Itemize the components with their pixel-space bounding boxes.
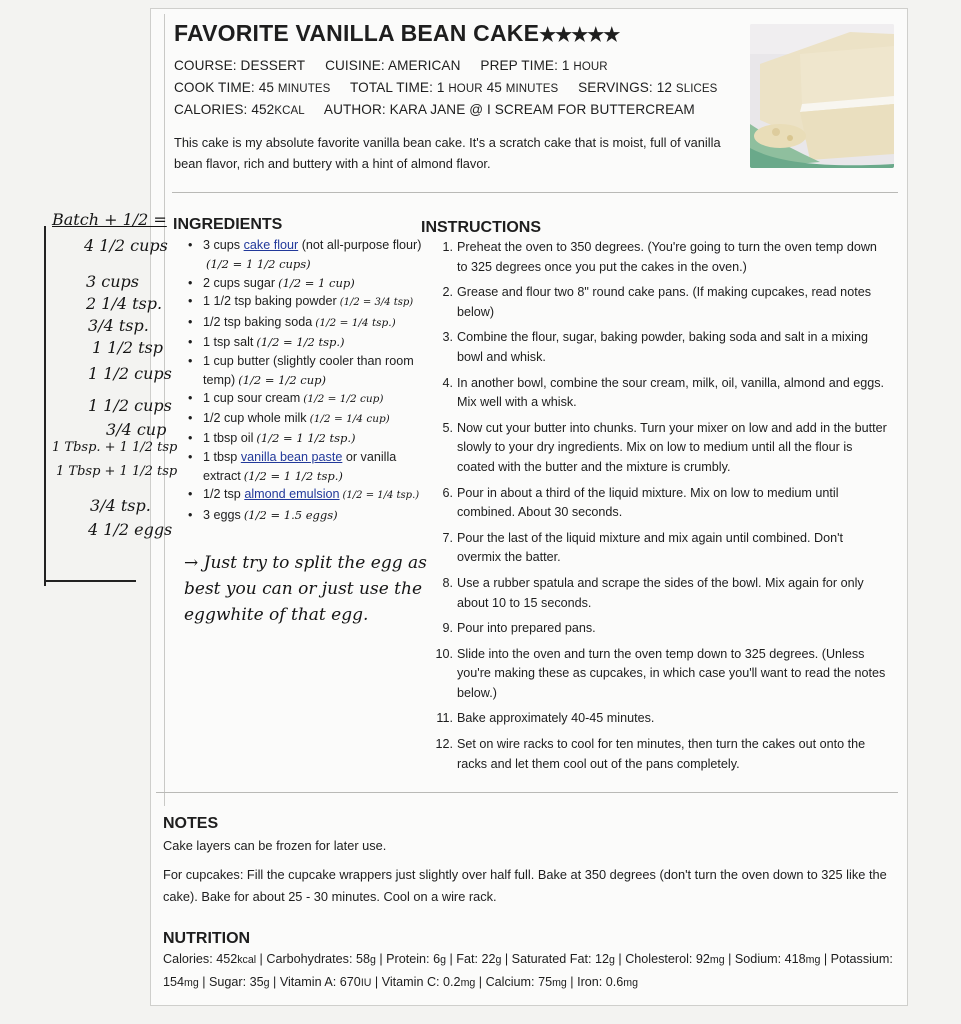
hw-qty-3: 2 1/4 tsp. xyxy=(86,294,163,313)
cake-flour-link[interactable]: cake flour xyxy=(243,238,299,252)
instruction-step: 1. Preheat the oven to 350 degrees. (You're going to turn the oven temp down to 325 degrees once you put the cakes in the oven.) xyxy=(442,240,877,274)
rating-stars[interactable]: ★★★★★ xyxy=(539,25,620,46)
hw-qty-2: 3 cups xyxy=(86,272,139,291)
instruction-step: 6. Pour in about a third of the liquid mixture. Mix on low to medium until combined. About 30 seconds. xyxy=(442,485,839,520)
ingredients-heading: INGREDIENTS xyxy=(173,216,283,233)
divider-top xyxy=(172,192,898,193)
instruction-step: 5. Now cut your butter into chunks. Turn your mixer on low and add in the butter slowly to your dry ingredients. Mix on low to medium until all the flour is coated with the butter and the mixture is crumbly. xyxy=(442,420,887,474)
author-value: KARA JANE @ I SCREAM FOR BUTTERCREAM xyxy=(389,102,695,117)
hw-qty-7: 1 1/2 cups xyxy=(88,396,172,415)
ingredient-item: • 1 cup sour cream (1/2 = 1/2 cup) xyxy=(184,389,424,409)
notes-heading: NOTES xyxy=(163,815,219,832)
hw-qty-10: 1 Tbsp + 1 1/2 tsp xyxy=(56,464,178,479)
ingredients-list xyxy=(184,236,424,525)
ingredient-note: (1/2 = 1/2 tsp.) xyxy=(256,334,345,349)
instruction-step: 12. Set on wire racks to cool for ten minutes, then turn the cakes out onto the racks and let them cool out of the pans completely. xyxy=(435,737,866,771)
ingredient-item: • 3 cups cake flour (not all-purpose flour)(1/2 = 1 1/2 cups) xyxy=(184,236,424,274)
ingredient-item: • 3 eggs (1/2 = 1.5 eggs) xyxy=(184,506,424,525)
hw-qty-11: 3/4 tsp. xyxy=(90,496,151,515)
nutrition-facts: Calories: 452kcal | Carbohydrates: 58g | Protein: 6g | Fat: 22g | Saturated Fat: 12g | Cholesterol: 92mg | Sodium: 418mg | Potassium: 154mg | Sugar: 35g | Vitamin A: 670IU | Vitamin C: 0.2mg | Calcium: 75mg | Iron: 0.6mg xyxy=(163,952,893,989)
vanilla-bean-paste-link[interactable]: vanilla bean paste xyxy=(240,449,343,464)
ingredient-item: • 1/2 cup whole milk (1/2 = 1/4 cup) xyxy=(184,409,424,429)
hw-qty-12: 4 1/2 eggs xyxy=(88,520,173,539)
ingredient-item: • 1 tbsp oil (1/2 = 1 1/2 tsp.) xyxy=(184,429,424,448)
ingredient-note: (1/2 = 1 1/2 cups) xyxy=(206,256,311,271)
meta-row-1: COURSE: DESSERT CUISINE: AMERICAN PREP TIME: 1 HOUR xyxy=(174,58,608,73)
meta-row-2: COOK TIME: 45 MINUTES TOTAL TIME: 1 HOUR 45 MINUTES SERVINGS: 12 SLICES xyxy=(174,80,718,95)
divider-bottom xyxy=(156,792,898,793)
ingredient-note: (1/2 = 1 1/2 tsp.) xyxy=(256,430,356,445)
hw-margin-line xyxy=(44,226,46,586)
instructions-list xyxy=(425,238,887,780)
ingredient-item: • 1 1/2 tsp baking powder (1/2 = 3/4 tsp) xyxy=(184,292,424,313)
ingredient-note: (1/2 = 1 1/2 tsp.) xyxy=(243,468,343,483)
ingredient-note: (1/2 = 1 cup) xyxy=(278,275,355,290)
almond-emulsion-link[interactable]: almond emulsion xyxy=(244,487,340,502)
ingredient-note: (1/2 = 3/4 tsp) xyxy=(339,297,414,309)
hw-qty-6: 1 1/2 cups xyxy=(88,364,172,383)
instruction-step: 7. Pour the last of the liquid mixture and mix again until combined. Don't overmix the batter. xyxy=(442,530,844,565)
meta-row-3: CALORIES: 452KCAL AUTHOR: KARA JANE @ I SCREAM FOR BUTTERCREAM xyxy=(174,102,695,117)
instructions-heading: INSTRUCTIONS xyxy=(421,219,541,236)
hw-batch-header: Batch + 1/2 = xyxy=(52,210,167,229)
hw-qty-4: 3/4 tsp. xyxy=(88,316,149,335)
hw-margin-underline xyxy=(44,580,136,582)
ingredient-note: (1/2 = 1.5 eggs) xyxy=(243,508,338,523)
ingredient-note: (1/2 = 1/4 tsp.) xyxy=(342,490,420,502)
instruction-step: 8. Use a rubber spatula and scrape the sides of the bowl. Mix again for only about 10 to 15 seconds. xyxy=(442,575,864,610)
ingredient-item: • 1 cup butter (slightly cooler than room temp) (1/2 = 1/2 cup) xyxy=(184,352,424,390)
nutrition-heading: NUTRITION xyxy=(163,930,251,947)
hw-qty-8: 3/4 cup xyxy=(106,420,167,439)
instruction-step: 11. Bake approximately 40-45 minutes. xyxy=(436,711,655,726)
ingredient-item: • 1 tsp salt (1/2 = 1/2 tsp.) xyxy=(184,333,424,352)
instruction-step: 3. Combine the flour, sugar, baking powder, baking soda and salt in a mixing bowl and whisk. xyxy=(442,330,868,364)
ingredient-note: (1/2 = 1/2 cup) xyxy=(303,393,384,406)
recipe-title: FAVORITE VANILLA BEAN CAKE★★★★★ xyxy=(174,20,620,46)
hw-egg-note: → Just try to split the egg as best you can or just use the eggwhite of that egg. xyxy=(184,553,427,625)
ingredient-note: (1/2 = 1/4 tsp.) xyxy=(315,317,396,330)
instruction-step: 9. Pour into prepared pans. xyxy=(442,621,596,636)
ingredient-item: • 1/2 tsp almond emulsion (1/2 = 1/4 tsp.) xyxy=(184,485,424,506)
course-value: DESSERT xyxy=(240,58,306,73)
hw-qty-1: 4 1/2 cups xyxy=(84,236,168,255)
note-paragraph: Cake layers can be frozen for later use. xyxy=(163,838,387,853)
ingredient-item: • 1 tbsp vanilla bean paste or vanilla extract (1/2 = 1 1/2 tsp.) xyxy=(184,448,424,486)
instruction-step: 2. Grease and flour two 8" round cake pans. (If making cupcakes, read notes below) xyxy=(442,285,871,319)
ingredient-note: (1/2 = 1/4 cup) xyxy=(309,413,390,426)
note-paragraph: For cupcakes: Fill the cupcake wrappers just slightly over half full. Bake at 350 degrees (don't turn the oven down to 325 like the cake). Bake for about 25 - 30 minutes. Cool on a wire rack. xyxy=(163,867,887,904)
cake-photo xyxy=(750,24,894,168)
instruction-step: 10. Slide into the oven and turn the oven temp down to 325 degrees. (Unless you're making these as cupcakes, in which case you'll want to read the notes below.) xyxy=(435,646,886,700)
hw-qty-5: 1 1/2 tsp xyxy=(92,338,163,357)
instruction-step: 4. In another bowl, combine the sour cream, milk, oil, vanilla, almond and eggs. Mix well with a whisk. xyxy=(442,375,885,410)
cuisine-value: AMERICAN xyxy=(387,58,461,73)
ingredient-item: • 1/2 tsp baking soda (1/2 = 1/4 tsp.) xyxy=(184,313,424,333)
recipe-intro: This cake is my absolute favorite vanilla bean cake. It's a scratch cake that is moist, full of vanilla bean flavor, rich and buttery with a hint of almond flavor. xyxy=(174,135,721,171)
hw-qty-9: 1 Tbsp. + 1 1/2 tsp xyxy=(52,440,178,455)
ingredient-note: (1/2 = 1/2 cup) xyxy=(238,372,327,387)
ingredient-item: • 2 cups sugar (1/2 = 1 cup) xyxy=(184,274,424,293)
